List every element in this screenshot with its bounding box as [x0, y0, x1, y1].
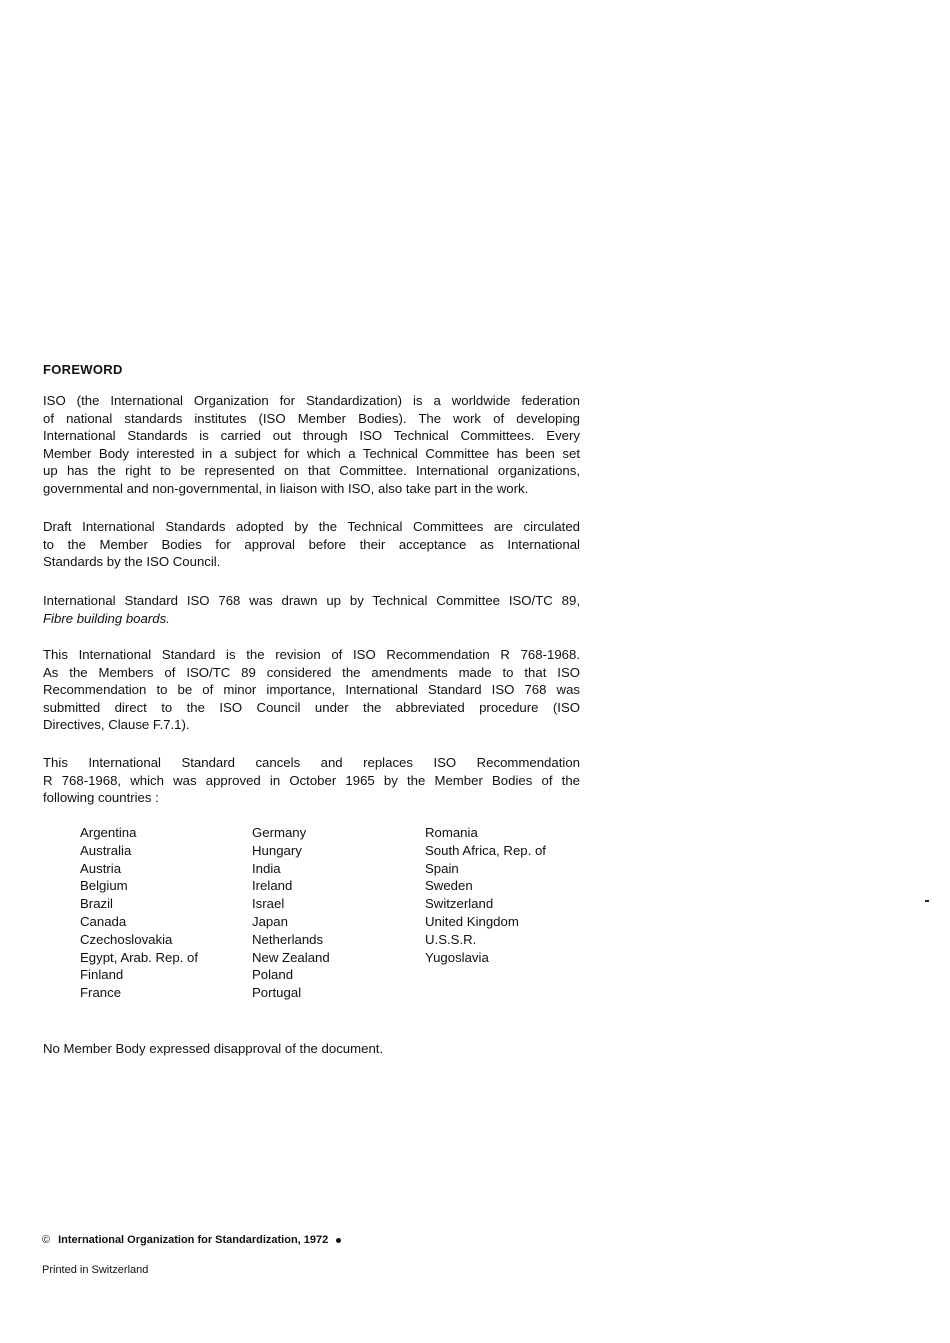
country-item: New Zealand [252, 949, 330, 965]
country-item: Finland [80, 967, 124, 983]
text-line: of national standards institutes (ISO Member Bodies). The work of developing [43, 410, 580, 426]
country-item: Switzerland [425, 896, 494, 912]
text-line: R 768-1968, which was approved in October 1965 by the Member Bodies of the [43, 772, 580, 788]
country-item: Spain [425, 860, 459, 876]
text-line: This International Standard cancels and replaces ISO Recommendation [43, 755, 580, 770]
text-line: Recommendation to be of minor importance, International Standard ISO 768 was [43, 682, 580, 698]
country-item: Portugal [252, 985, 302, 1001]
country-item: United Kingdom [425, 913, 519, 929]
text-line: ISO (the International Organization for Standardization) is a worldwide federation [43, 393, 580, 408]
country-item: Sweden [425, 878, 473, 894]
country-list-column-3 [425, 824, 546, 966]
paragraph-committee [43, 592, 580, 627]
country-item: Poland [252, 967, 294, 983]
country-item: Japan [252, 913, 288, 929]
text-line: As the Members of ISO/TC 89 considered the amendments made to that ISO [43, 664, 580, 680]
text-line: Directives, Clause F.7.1). [43, 717, 190, 733]
text-line: submitted direct to the ISO Council under the abbreviated procedure (ISO [43, 699, 580, 715]
country-item: Belgium [80, 878, 128, 894]
scan-mark [925, 900, 929, 902]
copyright-line [42, 1234, 341, 1246]
paragraph-draft-standards [43, 518, 580, 571]
country-item: Ireland [252, 878, 293, 894]
text-line: following countries : [43, 790, 159, 806]
country-item: Yugoslavia [425, 949, 489, 965]
bullet-icon [336, 1238, 341, 1243]
text-line: International Standard ISO 768 was drawn up by Technical Committee ISO/TC 89, [43, 593, 580, 608]
printed-in-text: Printed in Switzerland [42, 1264, 149, 1276]
country-item: Australia [80, 842, 132, 858]
country-item: Israel [252, 896, 285, 912]
country-item: Canada [80, 913, 127, 929]
country-item: Czechoslovakia [80, 931, 173, 947]
country-item: South Africa, Rep. of [425, 842, 546, 858]
country-item: Netherlands [252, 931, 324, 947]
text-line: up has the right to be represented on that Committee. International organizations, [43, 463, 580, 479]
text-line: governmental and non-governmental, in liaison with ISO, also take part in the work. [43, 480, 529, 496]
text-line: Draft International Standards adopted by the Technical Committees are circulated [43, 519, 580, 534]
country-item: Argentina [80, 825, 137, 840]
foreword-heading: FOREWORD [43, 362, 123, 377]
country-item: Hungary [252, 842, 302, 858]
committee-title: Fibre building boards. [43, 610, 170, 626]
country-item: Austria [80, 860, 122, 876]
text-line: Standards by the ISO Council. [43, 554, 221, 570]
country-list-column-1 [80, 824, 198, 1002]
country-item: Romania [425, 825, 478, 840]
copyright-text: International Organization for Standardization, 1972 [58, 1234, 329, 1246]
country-item: Germany [252, 825, 307, 840]
country-item: India [252, 860, 281, 876]
country-item: Egypt, Arab. Rep. of [80, 949, 199, 965]
country-item: France [80, 985, 122, 1001]
paragraph-revision [43, 646, 580, 734]
copyright-icon: © [42, 1234, 51, 1246]
text-line: Member Body interested in a subject for which a Technical Committee has been set [43, 445, 580, 461]
country-item: Brazil [80, 896, 113, 912]
text-line: to the Member Bodies for approval before their acceptance as International [43, 536, 580, 552]
text-line: International Standards is carried out through ISO Technical Committees. Every [43, 428, 580, 444]
no-disapproval-statement: No Member Body expressed disapproval of the document. [43, 1041, 384, 1056]
text-line: This International Standard is the revision of ISO Recommendation R 768-1968. [43, 647, 580, 662]
country-list-column-2 [252, 824, 330, 1002]
country-item: U.S.S.R. [425, 931, 477, 947]
paragraph-iso-intro [43, 392, 580, 498]
paragraph-cancels [43, 754, 580, 807]
